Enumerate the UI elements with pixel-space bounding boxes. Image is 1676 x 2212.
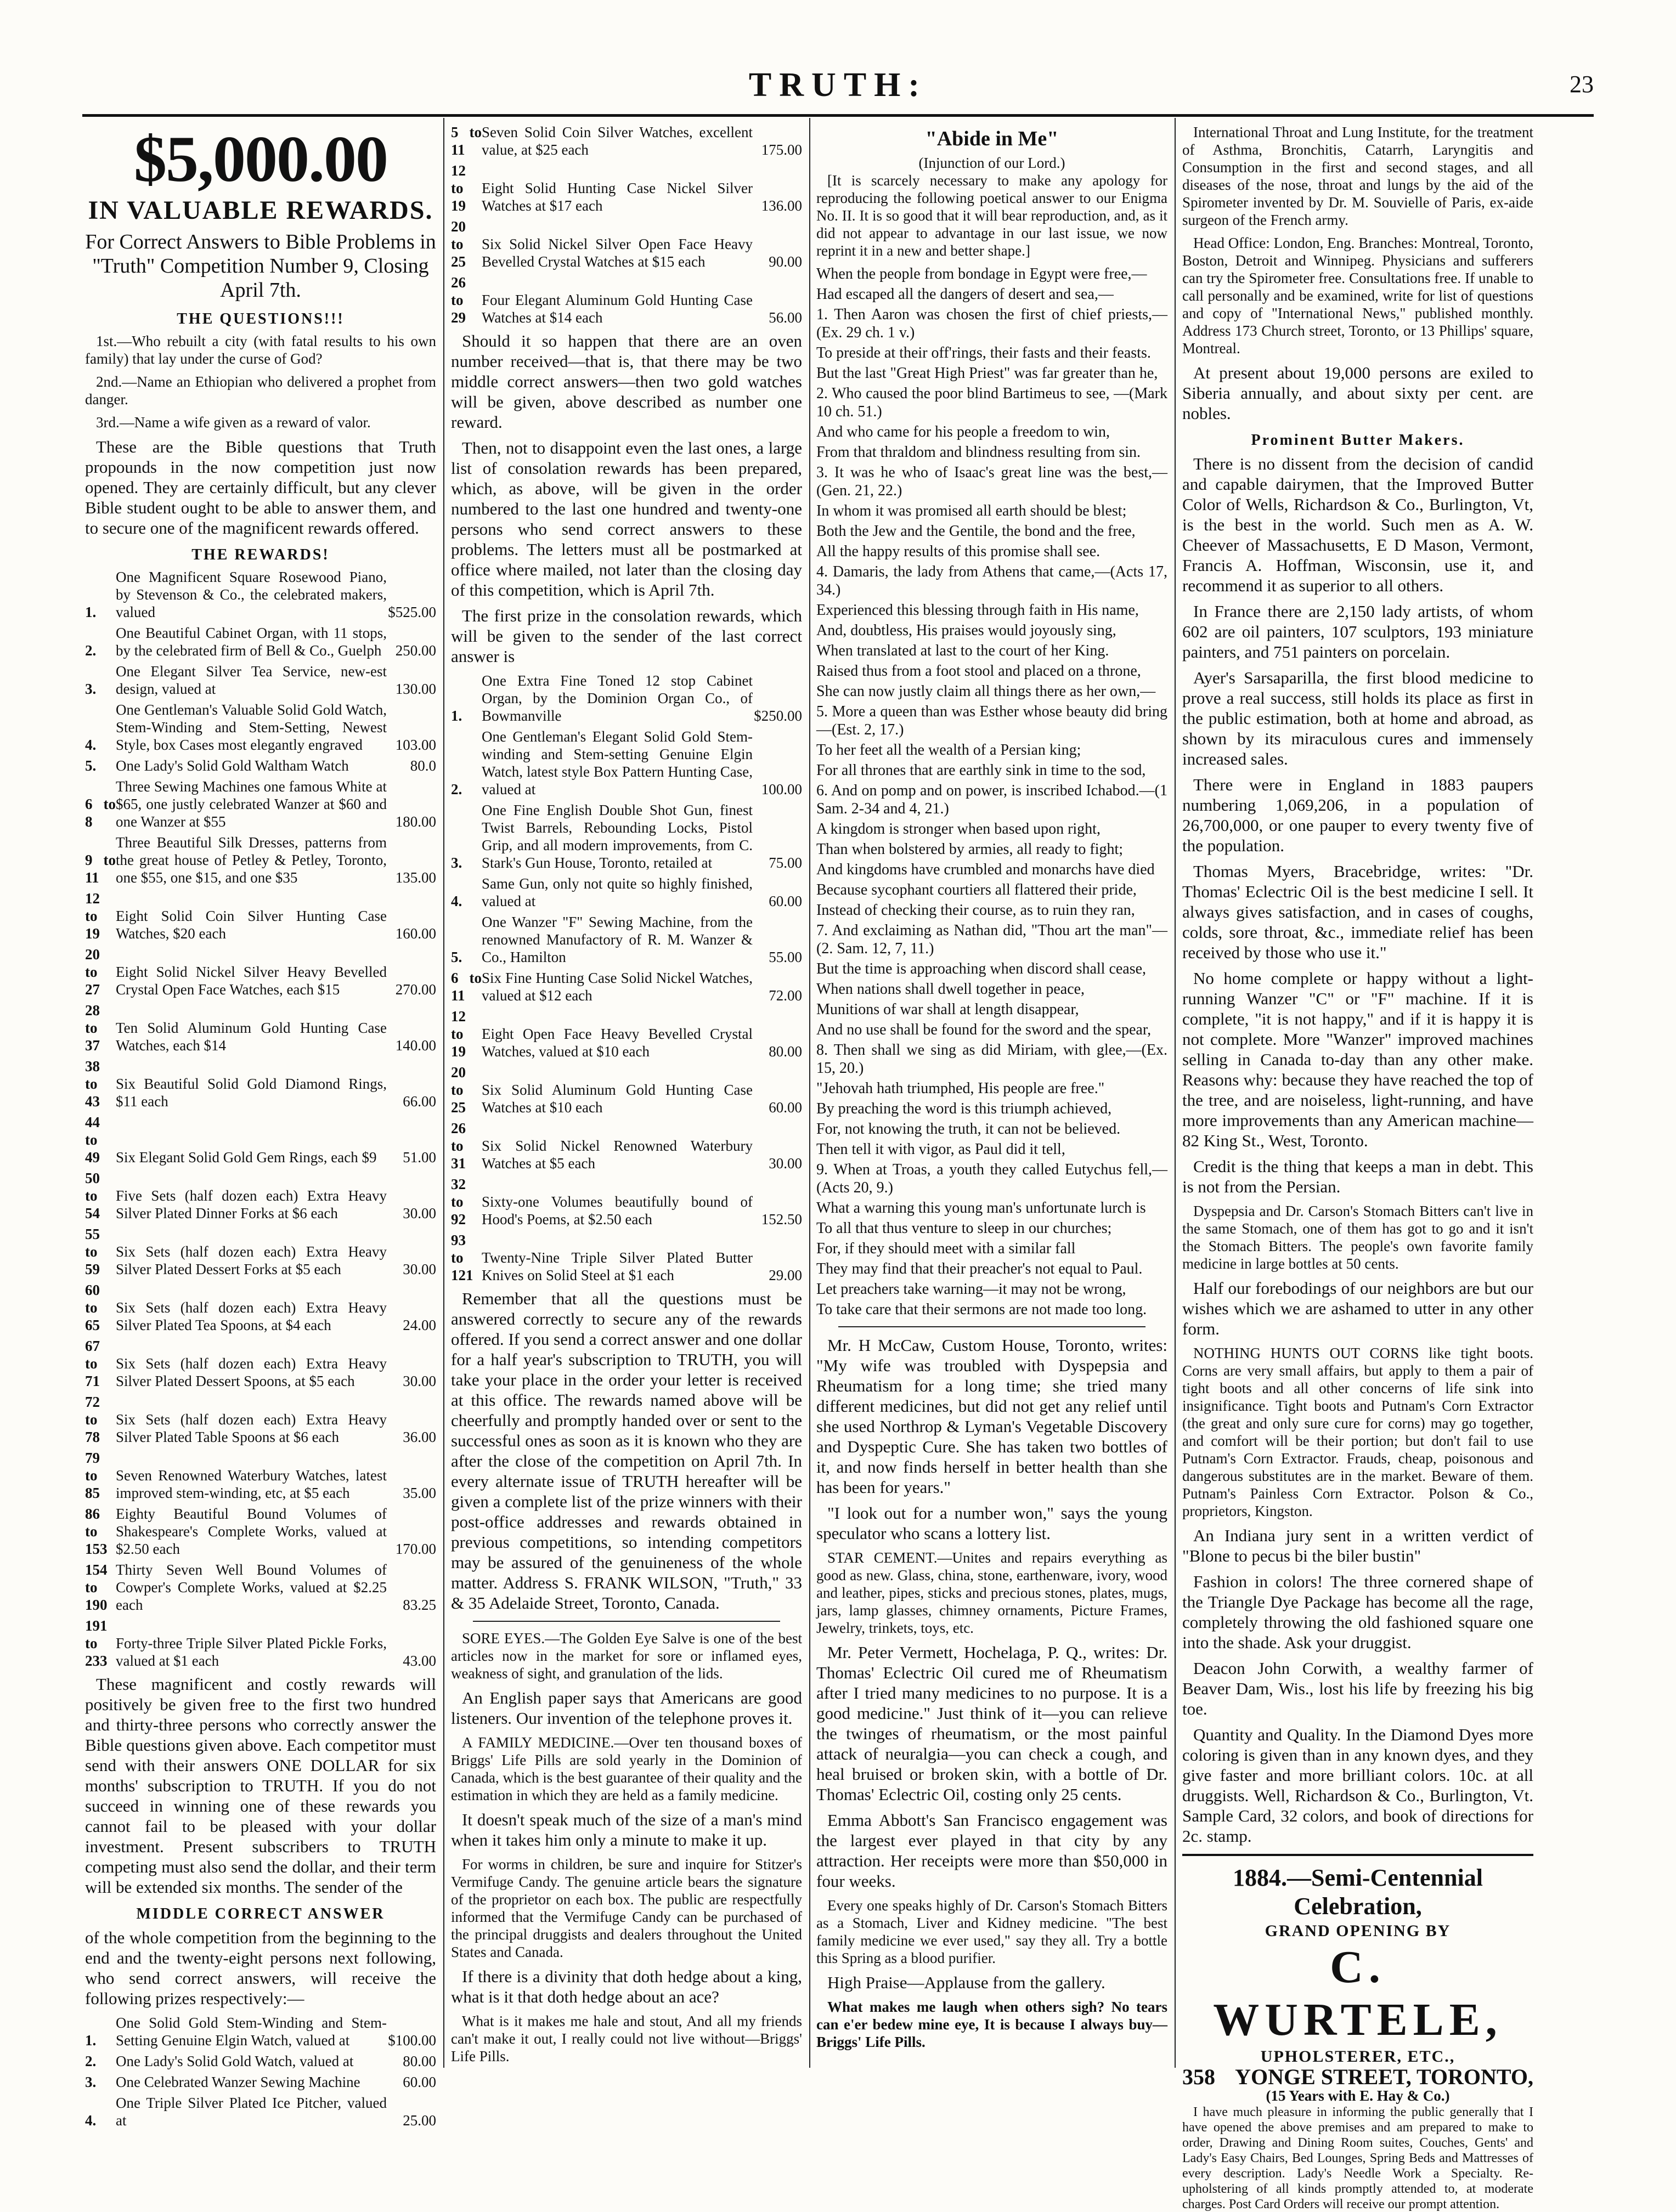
- consolation-item: [451, 801, 802, 872]
- butter-paragraph: There is no dissent from the decision of candid and capable dairymen, that the Improved Butter Color of Wells, Richardson & Co., Burlington, Vt, is the best in the world. Such men as A. W. Cheever of Massachusetts, E D Mason, Vermont, Francis A. Hoffman, Wisconsin, use it, and recommend it as superior to all others.: [1182, 454, 1533, 595]
- reward-item-text: One Magnificent Square Rosewood Piano, by Stevenson & Co., the celebrated makers, valued: [116, 569, 387, 620]
- poem-line: When translated at last to the court of her King.: [816, 642, 1109, 659]
- poem-line: Let preachers take warning—it may not be wrong,: [816, 1281, 1126, 1298]
- consolation-list: [451, 672, 802, 1284]
- reward-item: [85, 890, 436, 942]
- reward-item: [85, 1337, 436, 1390]
- poem-line: To her feet all the wealth of a Persian king;: [816, 742, 1081, 759]
- reward-item-value: 103.00: [395, 737, 436, 753]
- middle-prize-item-text: One Solid Gold Stem-Winding and Stem-Setting Genuine Elgin Watch, valued at: [116, 2015, 387, 2049]
- reward-item-value: 36.00: [403, 1429, 436, 1445]
- consolation-item-text: Sixty-one Volumes beautifully bound of Hood's Poems, at $2.50 each: [482, 1193, 753, 1227]
- consolation-item: [451, 1008, 802, 1060]
- reward-item-number: 3.: [85, 681, 97, 697]
- wanzer-paragraph: No home complete or happy without a light-running Wanzer "C" or "F" machine. If it is complete, "it is not happy," and if it is happy it is not complete. More "Wanzer" improved machines selling in Canada to-day than any other make. Reasons why: because they have reached the top of the tree, and are noiseless, light-running, and have more improvements than any American machine—82 King St., West, Toronto.: [1182, 969, 1533, 1150]
- reward-item-number: 79 to 85: [85, 1450, 100, 1501]
- consolation-item-number: 26 to 31: [451, 1120, 466, 1172]
- question-1: 1st.—Who rebuilt a city (with fatal results to his own family) that lay under the curse of God?: [85, 333, 436, 367]
- reward-item-value: 30.00: [403, 1205, 436, 1221]
- reward-item-text: One Elegant Silver Tea Service, new-est design, valued at: [116, 663, 387, 697]
- consolation-item: [451, 728, 802, 798]
- myers-testimonial: Thomas Myers, Bracebridge, writes: "Dr. Thomas' Eclectric Oil is the best medicine I sell. It always gives satisfaction, and in cases of coughs, colds, sore throat, &c., immediate relief has been received by those who use it.": [1182, 862, 1533, 962]
- reward-item-number: 60 to 65: [85, 1282, 100, 1333]
- reward-item-number: 2.: [85, 642, 97, 659]
- column-4: [1182, 123, 1533, 2211]
- poem-line: A kingdom is stronger when based upon right,: [816, 821, 1101, 838]
- celebration-title: 1884.—Semi-Centennial Celebration,: [1233, 1864, 1483, 1920]
- middle-prize-item-number: 3.: [85, 2074, 97, 2090]
- reward-item-number: 67 to 71: [85, 1338, 100, 1389]
- reward-item-number: 12 to 19: [85, 890, 100, 942]
- consolation-item-value: $250.00: [754, 708, 802, 724]
- reward-item-number: 191 to 233: [85, 1617, 108, 1669]
- column-divider: [443, 118, 444, 2068]
- consolation-item-value: 29.00: [769, 1267, 802, 1283]
- question-3: 3rd.—Name a wife given as a reward of valor.: [96, 414, 371, 431]
- reward-item-text: Three Sewing Machines one famous White at $65, one justly celebrated Wanzer at $60 and one Wanzer at $55: [116, 778, 387, 830]
- poem-line: 5. More a queen than was Esther whose beauty did bring—(Est. 2, 17.): [816, 703, 1167, 738]
- middle-prize-item-value: 175.00: [761, 142, 802, 158]
- fashion-paragraph: Fashion in colors! The three cornered shape of the Triangle Dye Package has become all the rage, completely throwing the old fashioned square one into the shade. Ask your druggist.: [1182, 1572, 1533, 1652]
- reward-item-number: 72 to 78: [85, 1394, 100, 1445]
- middle-prize-item-text: One Celebrated Wanzer Sewing Machine: [116, 2074, 360, 2090]
- poem-line: "Jehovah hath triumphed, His people are free.": [816, 1080, 1105, 1097]
- middle-prize-item: [85, 2014, 436, 2049]
- consolation-item: [451, 1119, 802, 1172]
- reward-item-value: 24.00: [403, 1317, 436, 1333]
- diamond-dyes-paragraph: Quantity and Quality. In the Diamond Dyes more coloring is given than in any known dyes, and they give faster and more brilliant colors. 10c. at all druggists. Well, Richardson & Co., Burlington, Vt. Sample Card, 32 colors, and book of directions for 2c. stamp.: [1182, 1725, 1533, 1846]
- reward-item-value: 80.0: [410, 757, 436, 774]
- divider: [838, 1326, 1145, 1327]
- consolation-item-number: 5.: [451, 949, 462, 965]
- consolation-item-number: 1.: [451, 708, 462, 724]
- reward-item: [85, 1169, 436, 1222]
- middle-prize-item-value: 25.00: [403, 2112, 436, 2129]
- reward-item: [85, 1561, 436, 1614]
- poem-line: Instead of checking their course, as to ruin they ran,: [816, 902, 1135, 919]
- reward-item-value: 51.00: [403, 1149, 436, 1166]
- reward-item-value: 30.00: [403, 1261, 436, 1277]
- reward-item-number: 38 to 43: [85, 1058, 100, 1110]
- middle-prize-item-text: One Lady's Solid Gold Watch, valued at: [116, 2053, 354, 2069]
- middle-prize-item-number: 5 to 11: [451, 124, 482, 158]
- reward-item-number: 86 to 153: [85, 1506, 108, 1557]
- middle-prize-item-text: One Triple Silver Plated Ice Pitcher, valued at: [116, 2095, 387, 2129]
- reward-item: [85, 568, 436, 621]
- remember-paragraph: Remember that all the questions must be answered correctly to secure any of the rewards offered. If you send a correct answer and one dollar for a half year's subscription to TRUTH, you will take your place in the order your letter is received at this office. The rewards named above will be cheerfully and promptly handed over or sent to the successful ones as soon as it is known who they are after the close of the competition on April 7th. In every alternate issue of TRUTH hereafter will be given a complete list of the prize winners with their post-office addresses and rewards obtained in previous competitions, so intending competitors may be assured of the genuineness of the whole matter. Address S. FRANK WILSON, "Truth," 33 & 35 Adelaide Street, Toronto, Canada.: [451, 1289, 802, 1613]
- mind-paragraph: It doesn't speak much of the size of a man's mind when it takes him only a minute to make it up.: [451, 1810, 802, 1849]
- consolation-item-text: Six Fine Hunting Case Solid Nickel Watches, valued at $12 each: [482, 970, 753, 1004]
- poem-line: 7. And exclaiming as Nathan did, "Thou art the man"—(2. Sam. 12, 7, 11.): [816, 922, 1167, 957]
- header-rule: [82, 114, 1594, 117]
- dyspepsia-ad: Dyspepsia and Dr. Carson's Stomach Bitters can't live in the same Stomach, one of them has got to go and it isn't the Stomach Bitters. The people's own favorite family medicine in large bottles at 50 cents.: [1182, 1203, 1533, 1272]
- poem-line: For all thrones that are earthly sink in time to the sod,: [816, 762, 1146, 779]
- street-number: 358: [1182, 2064, 1215, 2089]
- poem-line: 1. Then Aaron was chosen the first of chief priests,—(Ex. 29 ch. 1 v.): [816, 306, 1167, 341]
- consolation-item-number: 6 to 11: [451, 970, 482, 1004]
- consolation-item-number: 93 to 121: [451, 1232, 473, 1283]
- lottery-quip: "I look out for a number won," says the young speculator who scans a lottery list.: [816, 1503, 1167, 1543]
- poem-line: For, not knowing the truth, it can not be believed.: [816, 1121, 1121, 1138]
- middle-prize-item: [85, 2094, 436, 2129]
- masthead-title: TRUTH:: [748, 66, 928, 104]
- consolation-item-text: One Gentleman's Elegant Solid Gold Stem-winding and Stem-setting Genuine Elgin Watch, latest style Box Pattern Hunting Case, valued at: [482, 728, 753, 797]
- consolation-item-text: Six Solid Aluminum Gold Hunting Case Watches at $10 each: [482, 1082, 753, 1116]
- reward-item-number: 6 to 8: [85, 796, 116, 830]
- first-consolation-paragraph: The first prize in the consolation rewards, which will be given to the sender of the last correct answer is: [451, 606, 802, 666]
- consolation-item-text: Same Gun, only not quite so highly finished, valued at: [482, 875, 753, 909]
- middle-paragraph: of the whole competition from the beginning to the end and the twenty-eight persons next following, who send correct answers, will receive the following prizes respectively:—: [85, 1928, 436, 2008]
- butter-makers-heading: Prominent Butter Makers.: [1251, 432, 1465, 449]
- poem-line: Experienced this blessing through faith in His name,: [816, 602, 1139, 619]
- poem-line: When the people from bondage in Egypt were free,—: [816, 265, 1147, 282]
- reward-item-text: One Beautiful Cabinet Organ, with 11 stops, by the celebrated firm of Bell & Co., Guelph: [116, 625, 387, 659]
- consolation-paragraph: Then, not to disappoint even the last ones, a large list of consolation rewards has been prepared, which, as above, will be given in the order numbered to the last one hundred and twenty-one persons who send correct answers to these problems. The letters must all be postmarked at office where mailed, not later than the closing day of this competition, which is April 7th.: [451, 438, 802, 599]
- reward-item-text: Six Beautiful Solid Gold Diamond Rings, $11 each: [116, 1076, 387, 1110]
- consolation-item: [451, 1175, 802, 1228]
- reward-item: [85, 1617, 436, 1670]
- poem-line: But the time is approaching when discord shall cease,: [816, 960, 1147, 977]
- france-artists-paragraph: In France there are 2,150 lady artists, of whom 602 are oil painters, 107 sculptors, 193 miniature painters, and 751 painters on porcelain.: [1182, 602, 1533, 661]
- consolation-item-value: 152.50: [761, 1211, 802, 1227]
- poem-line: Munitions of war shall at length disappear,: [816, 1001, 1079, 1018]
- poem-line: To preside at their off'rings, their fasts and their feasts.: [816, 344, 1151, 361]
- reward-item-number: 1.: [85, 604, 97, 620]
- reward-item-text: Eight Solid Nickel Silver Heavy Bevelled Crystal Open Face Watches, each $15: [116, 964, 387, 998]
- poem-subtitle: (Injunction of our Lord.): [918, 155, 1065, 171]
- reward-item-value: 66.00: [403, 1093, 436, 1110]
- middle-prize-item-value: $100.00: [388, 2032, 436, 2049]
- consolation-item: [451, 1231, 802, 1284]
- rewards-paragraph: These magnificent and costly rewards will positively be given free to the first two hundred and thirty-three persons who correctly answer the Bible questions given above. Each competitor must send with their answers ONE DOLLAR for six months' subscription to TRUTH. If you do not succeed in winning one of these rewards you cannot fail to be pleased with your dollar investment. Present subscribers to TRUTH competing must also send the dollar, and their term will be extended six months. The sender of the: [85, 1674, 436, 1897]
- poem-line: 4. Damaris, the lady from Athens that came,—(Acts 17, 34.): [816, 563, 1167, 598]
- reward-item-value: 140.00: [395, 1037, 436, 1054]
- reward-item-value: 83.25: [403, 1597, 436, 1613]
- poem-line: Raised thus from a foot stool and placed on a throne,: [816, 663, 1141, 680]
- family-medicine-ad: A FAMILY MEDICINE.—Over ten thousand boxes of Briggs' Life Pills are sold yearly in the Dominion of Canada, which is the best guarantee of their quality and the estimation in which they are held as a family medicine.: [451, 1734, 802, 1803]
- reward-item-value: 170.00: [395, 1541, 436, 1557]
- reward-item-value: 270.00: [395, 981, 436, 998]
- middle-prize-item: [451, 274, 802, 326]
- carson-ad: Every one speaks highly of Dr. Carson's Stomach Bitters as a Stomach, Liver and Kidney medicine. "The best family medicine we ever used," say they all. Try a bottle this Spring as a blood purifier.: [816, 1897, 1167, 1966]
- reward-item-number: 50 to 54: [85, 1170, 100, 1221]
- prize-amount: $5,000.00: [134, 122, 387, 195]
- reward-item-text: Six Sets (half dozen each) Extra Heavy Silver Plated Dessert Forks at $5 each: [116, 1243, 387, 1277]
- reward-item-text: One Gentleman's Valuable Solid Gold Watch, Stem-Winding and Stem-Setting, Newest Style, box Cases most elegantly engraved: [116, 701, 387, 753]
- consolation-item-number: 20 to 25: [451, 1064, 466, 1116]
- competition-intro: For Correct Answers to Bible Problems in "Truth" Competition Number 9, Closing April 7th.: [85, 230, 436, 302]
- life-pills-ad: What is it makes me hale and stout, And all my friends can't make it out, I really could not live without—Briggs' Life Pills.: [451, 2013, 802, 2064]
- middle-prize-item-number: 26 to 29: [451, 274, 466, 326]
- poem-line: For, if they should meet with a similar fall: [816, 1240, 1076, 1257]
- consolation-item-value: 72.00: [769, 987, 802, 1004]
- reward-item-text: Ten Solid Aluminum Gold Hunting Case Watches, each $14: [116, 1020, 387, 1054]
- praise-quip: High Praise—Applause from the gallery.: [827, 1973, 1105, 1992]
- poem-line: From that thraldom and blindness resulting from sin.: [816, 444, 1141, 461]
- consolation-item-text: Twenty-Nine Triple Silver Plated Butter Knives on Solid Steel at $1 each: [482, 1249, 753, 1283]
- middle-prizes-continued: [451, 123, 802, 326]
- reward-item-number: 4.: [85, 737, 97, 753]
- page-number: 23: [1570, 71, 1594, 98]
- consolation-item-value: 60.00: [769, 1099, 802, 1116]
- reward-item-number: 154 to 190: [85, 1562, 108, 1613]
- vermett-testimonial: Mr. Peter Vermett, Hochelaga, P. Q., writes: Dr. Thomas' Eclectric Oil cured me of Rheumatism after I tried many medicines to no purpose. It is a good medicine." Just think of it—you can relieve the twinges of rheumatism, or the most painful attack of neuralgia—you can check a cough, and heal bruised or broken skin, with a bottle of Dr. Thomas' Eclectric Oil, costing only 25 cents.: [816, 1643, 1167, 1804]
- middle-answer-heading: MIDDLE CORRECT ANSWER: [136, 1905, 385, 1922]
- forebodings-paragraph: Half our forebodings of our neighbors are but our wishes which we are ashamed to utter in any other form.: [1182, 1278, 1533, 1338]
- advertiser-trade: UPHOLSTERER, ETC.,: [1260, 2047, 1455, 2066]
- consolation-item-value: 55.00: [769, 949, 802, 965]
- reward-item-text: Six Sets (half dozen each) Extra Heavy Silver Plated Dessert Spoons, at $5 each: [116, 1355, 387, 1389]
- reward-item-number: 5.: [85, 757, 97, 774]
- middle-prize-item: [451, 123, 802, 159]
- poem-line: They may find that their preacher's not equal to Paul.: [816, 1260, 1143, 1277]
- reward-item-text: Six Elegant Solid Gold Gem Rings, each $9: [116, 1149, 377, 1166]
- middle-prize-item-number: 4.: [85, 2112, 97, 2129]
- reward-item: [85, 1393, 436, 1446]
- reward-item-value: 180.00: [395, 813, 436, 830]
- reward-item-text: Seven Renowned Waterbury Watches, latest improved stem-winding, etc, at $5 each: [116, 1467, 387, 1501]
- reward-item: [85, 946, 436, 998]
- reward-item: [85, 1225, 436, 1278]
- consolation-item: [451, 1063, 802, 1116]
- consolation-item-text: One Fine English Double Shot Gun, finest Twist Barrels, Rebounding Locks, Pistol Grip, and all modern improvements, from C. Stark's Gun House, Toronto, retailed at: [482, 802, 753, 871]
- consolation-item: [451, 913, 802, 966]
- column-2: [451, 123, 802, 2068]
- vermifuge-ad: For worms in children, be sure and inquire for Stitzer's Vermifuge Candy. The genuine article bears the signature of the proprietor on each box. The public are respectfully informed that the Vermifuge Candy can be purchased of the principal druggists and dealers throughout the United States and Canada.: [451, 1856, 802, 1960]
- consolation-item-value: 60.00: [769, 893, 802, 909]
- consolation-item-value: 30.00: [769, 1155, 802, 1172]
- poem-line: In whom it was promised all earth should be blest;: [816, 502, 1127, 519]
- reward-item-value: 30.00: [403, 1373, 436, 1389]
- poem-line: 2. Who caused the poor blind Bartimeus to see, —(Mark 10 ch. 51.): [816, 385, 1167, 420]
- sore-eyes-ad: SORE EYES.—The Golden Eye Salve is one of the best articles now in the market for sore or inflamed eyes, weakness of sight, and granulation of the lids.: [451, 1630, 802, 1682]
- rewards-subtitle: IN VALUABLE REWARDS.: [88, 196, 433, 225]
- middle-prize-item-number: 2.: [85, 2053, 97, 2069]
- indiana-paragraph: An Indiana jury sent in a written verdict of "Blone to pecus bi the biler bustin": [1182, 1526, 1533, 1565]
- consolation-item: [451, 672, 802, 725]
- head-office-ad: Head Office: London, Eng. Branches: Montreal, Toronto, Boston, Detroit and Winnipeg. Physicians and sufferers can try the Spirometer free. Consultations free. If unable to call personally and be examined, write for list of questions and copy of "International News," published monthly. Address 173 Church street, Toronto, or 13 Phillips' square, Montreal.: [1182, 235, 1533, 357]
- consolation-item-number: 3.: [451, 855, 462, 871]
- consolation-item-text: Eight Open Face Heavy Bevelled Crystal Watches, valued at $10 each: [482, 1026, 753, 1060]
- reward-item: [85, 1057, 436, 1110]
- column-divider: [1175, 118, 1176, 2068]
- rewards-heading: THE REWARDS!: [191, 546, 330, 563]
- poem-line: 9. When at Troas, a youth they called Eutychus fell,—(Acts 20, 9.): [816, 1161, 1167, 1196]
- questions-heading: THE QUESTIONS!!!: [177, 310, 345, 327]
- consolation-item-number: 32 to 92: [451, 1176, 466, 1227]
- poem-line: She can now justly claim all things there as her own,—: [816, 683, 1156, 700]
- reward-item-text: Eight Solid Coin Silver Hunting Case Watches, $20 each: [116, 908, 387, 942]
- consolation-item-text: One Wanzer "F" Sewing Machine, from the renowned Manufactory of R. M. Wanzer & Co., Hamilton: [482, 914, 753, 965]
- reward-item-value: 135.00: [395, 869, 436, 886]
- reward-item-number: 28 to 37: [85, 1002, 100, 1054]
- poem-line: To take care that their sermons are not made too long.: [816, 1301, 1147, 1318]
- reward-item-text: Eighty Beautiful Bound Volumes of Shakespeare's Complete Works, valued at $2.50 each: [116, 1506, 387, 1557]
- middle-prize-item-value: 56.00: [769, 309, 802, 326]
- reward-item: [85, 624, 436, 659]
- reward-item-value: 35.00: [403, 1485, 436, 1501]
- listeners-paragraph: An English paper says that Americans are good listeners. Our invention of the telephone proves it.: [451, 1688, 802, 1728]
- throat-institute-ad: International Throat and Lung Institute, for the treatment of Asthma, Bronchitis, Catarrh, Laryngitis and Consumption in the first and second stages, and all diseases of the nose, throat and lungs by the aid of the Spirometer invented by Dr. M. Souvielle of Paris, ex-aide surgeon of the French army.: [1182, 124, 1533, 228]
- reward-item-text: Thirty Seven Well Bound Volumes of Cowper's Complete Works, valued at $2.25 each: [116, 1562, 387, 1613]
- reward-item: [85, 663, 436, 698]
- middle-prize-item: [85, 2073, 436, 2091]
- poem-line: And, doubtless, His praises would joyously sing,: [816, 622, 1116, 639]
- consolation-item-value: 75.00: [769, 855, 802, 871]
- reward-item-value: 43.00: [403, 1653, 436, 1669]
- intro-paragraph: These are the Bible questions that Truth propounds in the now competition just now opened. They are certainly difficult, but any clever Bible student ought to be able to answer them, and to secure one of the magnificent rewards offered.: [85, 437, 436, 538]
- consolation-item-text: One Extra Fine Toned 12 stop Cabinet Organ, by the Dominion Organ Co., of Bowmanville: [482, 672, 753, 724]
- grand-opening-label: GRAND OPENING BY: [1265, 1922, 1451, 1940]
- page-header: [82, 55, 1594, 115]
- middle-prize-item-text: Six Solid Nickel Silver Open Face Heavy Bevelled Crystal Watches at $15 each: [482, 236, 753, 270]
- poem-line: 6. And on pomp and on power, is inscribed Ichabod.—(1 Sam. 2-34 and 4, 21.): [816, 782, 1167, 817]
- reward-item: [85, 701, 436, 754]
- poem-line: Because sycophant courtiers all flattered their pride,: [816, 881, 1137, 898]
- poem-line: Than when bolstered by armies, all ready to fight;: [816, 841, 1124, 858]
- middle-prize-item-value: 136.00: [761, 197, 802, 214]
- star-cement-ad: STAR CEMENT.—Unites and repairs everything as good as new. Glass, china, stone, earthenware, ivory, wood and leather, pipes, sticks and precious stones, plates, mugs, jars, lamp glasses, chimney ornaments, Picture Frames, Jewelry, trinkets, toys, etc.: [816, 1549, 1167, 1636]
- middle-prize-item-text: Four Elegant Aluminum Gold Hunting Case Watches at $14 each: [482, 292, 753, 326]
- reward-item: [85, 1505, 436, 1558]
- advertiser-name: C. WURTELE,: [1213, 1942, 1503, 2045]
- middle-prize-item-value: 80.00: [403, 2053, 436, 2069]
- rewards-list: [85, 568, 436, 1670]
- question-2: 2nd.—Name an Ethiopian who delivered a prophet from danger.: [85, 374, 436, 408]
- middle-prize-item-number: 1.: [85, 2032, 97, 2049]
- divinity-paragraph: If there is a divinity that doth hedge about a king, what is it that doth hedge about an ace?: [451, 1967, 802, 2006]
- reward-item-number: 20 to 27: [85, 946, 100, 998]
- mccaw-testimonial: Mr. H McCaw, Custom House, Toronto, writes: "My wife was troubled with Dyspepsia and Rheumatism for a long time; she tried many different medicines, but did not get any relief until she used Northrop & Lyman's Vegetable Discovery and Dyspeptic Cure. She has taken two bottles of it, and now finds herself in better health than she has been for years.": [816, 1336, 1167, 1497]
- poem-line: All the happy results of this promise shall see.: [816, 543, 1101, 560]
- consolation-item: [451, 875, 802, 910]
- poem-line: Both the Jew and the Gentile, the bond and the free,: [816, 523, 1136, 540]
- paupers-paragraph: There were in England in 1883 paupers numbering 1,069,206, in a population of 26,700,000, or one pauper to every twenty five of the population.: [1182, 775, 1533, 855]
- even-number-paragraph: Should it so happen that there are an oven number received—that is, that there may be two middle correct answers—then two gold watches will be given, above described as number one reward.: [451, 331, 802, 432]
- consolation-item-number: 12 to 19: [451, 1008, 466, 1060]
- reward-item: [85, 757, 436, 774]
- poem-line: And kingdoms have crumbled and monarchs have died: [816, 861, 1155, 878]
- siberia-paragraph: At present about 19,000 persons are exiled to Siberia annually, and about sixty per cent. are nobles.: [1182, 363, 1533, 423]
- middle-prizes-list: [85, 2014, 436, 2129]
- advertiser-experience: (15 Years with E. Hay & Co.): [1266, 2087, 1450, 2104]
- reward-item-text: Six Sets (half dozen each) Extra Heavy Silver Plated Tea Spoons, at $4 each: [116, 1299, 387, 1333]
- middle-prize-item-number: 12 to 19: [451, 162, 466, 214]
- advertiser-body: I have much pleasure in informing the public generally that I have opened the above premises and am prepared to make to order, Drawing and Dining Room suites, Couches, Gents' and Lady's Easy Chairs, Bed Lounges, Spring Beds and Mattresses of every description. Lady's Needle Work a Specialty. Re-upholstering of all kinds promptly attended to, at moderate charges. Post Card Orders will receive our prompt attention.: [1182, 2105, 1533, 2211]
- poem-line: 8. Then shall we sing as did Miriam, with glee,—(Ex. 15, 20.): [816, 1042, 1167, 1077]
- reward-item: [85, 1281, 436, 1334]
- column-3: [816, 123, 1167, 2068]
- ayers-paragraph: Ayer's Sarsaparilla, the first blood medicine to prove a real success, still holds its place as first in the public estimation, both at home and abroad, as shown by its miraculous cures and immensely increased sales.: [1182, 668, 1533, 768]
- middle-prize-item-number: 20 to 25: [451, 218, 466, 270]
- divider: [473, 1621, 780, 1622]
- middle-prize-item-value: 90.00: [769, 253, 802, 270]
- reward-item-value: $525.00: [388, 604, 436, 620]
- consolation-item-value: 80.00: [769, 1043, 802, 1060]
- middle-prize-item: [451, 162, 802, 214]
- reward-item: [85, 1002, 436, 1054]
- briggs-ad: What makes me laugh when others sigh? No tears can e'er bedew mine eye, It is because I always buy—Briggs' Life Pills.: [816, 1999, 1167, 2050]
- street-name: YONGE STREET, TORONTO,: [1235, 2064, 1533, 2089]
- advertiser-address: [1182, 2064, 1533, 2089]
- reward-item-number: 9 to 11: [85, 852, 116, 886]
- corns-ad: NOTHING HUNTS OUT CORNS like tight boots. Corns are very small affairs, but apply to them a pair of tight boots and all other concerns of life sink into insignificance. Tight boots and Putnam's Corn Extractor (the great and only sure cure for corns) may go together, and comfort will be their portion; but don't fail to use Putnam's Corn Extractor. Frauds, cheap, poisonous and dangerous substitutes are in the market. Beware of them. Putnam's Painless Corn Extractor. Polson & Co., proprietors, Kingston.: [1182, 1345, 1533, 1519]
- abbott-paragraph: Emma Abbott's San Francisco engagement was the largest ever played in that city by any attraction. Her receipts were more than $50,000 in four weeks.: [816, 1811, 1167, 1891]
- poem-line: And who came for his people a freedom to win,: [816, 423, 1110, 440]
- poem-title: "Abide in Me": [925, 127, 1059, 150]
- reward-item-number: 55 to 59: [85, 1226, 100, 1277]
- poem-line: And no use shall be found for the sword and the spear,: [816, 1021, 1152, 1038]
- middle-prize-item-value: 60.00: [403, 2074, 436, 2090]
- poem-line: By preaching the word is this triumph achieved,: [816, 1100, 1112, 1117]
- deacon-paragraph: Deacon John Corwith, a wealthy farmer of Beaver Dam, Wis., lost his life by freezing his big toe.: [1182, 1659, 1533, 1718]
- reward-item-value: 250.00: [395, 642, 436, 659]
- reward-item: [85, 834, 436, 886]
- middle-prize-item: [85, 2052, 436, 2070]
- poem-note: [It is scarcely necessary to make any apology for reproducing the following poetical answer to our Enigma No. II. It is so good that it will bear reproduction, and, as it did not appear to advantage in our last issue, we now reprint it in a new and better shape.]: [816, 172, 1167, 259]
- reward-item-number: 44 to 49: [85, 1114, 100, 1166]
- reward-item: [85, 778, 436, 830]
- reward-item: [85, 1449, 436, 1502]
- consolation-item: [451, 969, 802, 1004]
- middle-prize-item: [451, 218, 802, 270]
- ad-top-rule: [1182, 1854, 1533, 1856]
- poem-line: To all that thus venture to sleep in our churches;: [816, 1220, 1112, 1237]
- middle-prize-item-text: Seven Solid Coin Silver Watches, excellent value, at $25 each: [482, 124, 753, 158]
- column-1: [85, 122, 436, 2129]
- credit-paragraph: Credit is the thing that keeps a man in debt. This is not from the Persian.: [1182, 1157, 1533, 1196]
- consolation-item-number: 2.: [451, 781, 462, 797]
- consolation-item-number: 4.: [451, 893, 462, 909]
- reward-item-text: One Lady's Solid Gold Waltham Watch: [116, 757, 349, 774]
- consolation-item-text: Six Solid Nickel Renowned Waterbury Watches at $5 each: [482, 1138, 753, 1172]
- poem-line: When nations shall dwell together in peace,: [816, 981, 1085, 998]
- reward-item-text: Six Sets (half dozen each) Extra Heavy Silver Plated Table Spoons at $6 each: [116, 1411, 387, 1445]
- poem-line: 3. It was he who of Isaac's great line was the best,—(Gen. 21, 22.): [816, 464, 1167, 499]
- reward-item: [85, 1113, 436, 1166]
- reward-item-text: Forty-three Triple Silver Plated Pickle Forks, valued at $1 each: [116, 1635, 387, 1669]
- reward-item-text: Three Beautiful Silk Dresses, patterns from the great house of Petley & Petley, Toronto, one $55, one $15, and one $35: [116, 834, 387, 886]
- poem-line: What a warning this young man's unfortunate lurch is: [816, 1200, 1146, 1217]
- column-divider: [809, 118, 810, 2068]
- middle-prize-item-text: Eight Solid Hunting Case Nickel Silver Watches at $17 each: [482, 180, 753, 214]
- reward-item-value: 130.00: [395, 681, 436, 697]
- consolation-item-value: 100.00: [761, 781, 802, 797]
- poem-body: [816, 265, 1167, 1319]
- poem-line: Had escaped all the dangers of desert and sea,—: [816, 286, 1114, 303]
- poem-line: Then tell it with vigor, as Paul did it tell,: [816, 1141, 1065, 1158]
- poem-line: But the last "Great High Priest" was far greater than he,: [816, 365, 1158, 382]
- reward-item-text: Five Sets (half dozen each) Extra Heavy Silver Plated Dinner Forks at $6 each: [116, 1187, 387, 1221]
- reward-item-value: 160.00: [395, 925, 436, 942]
